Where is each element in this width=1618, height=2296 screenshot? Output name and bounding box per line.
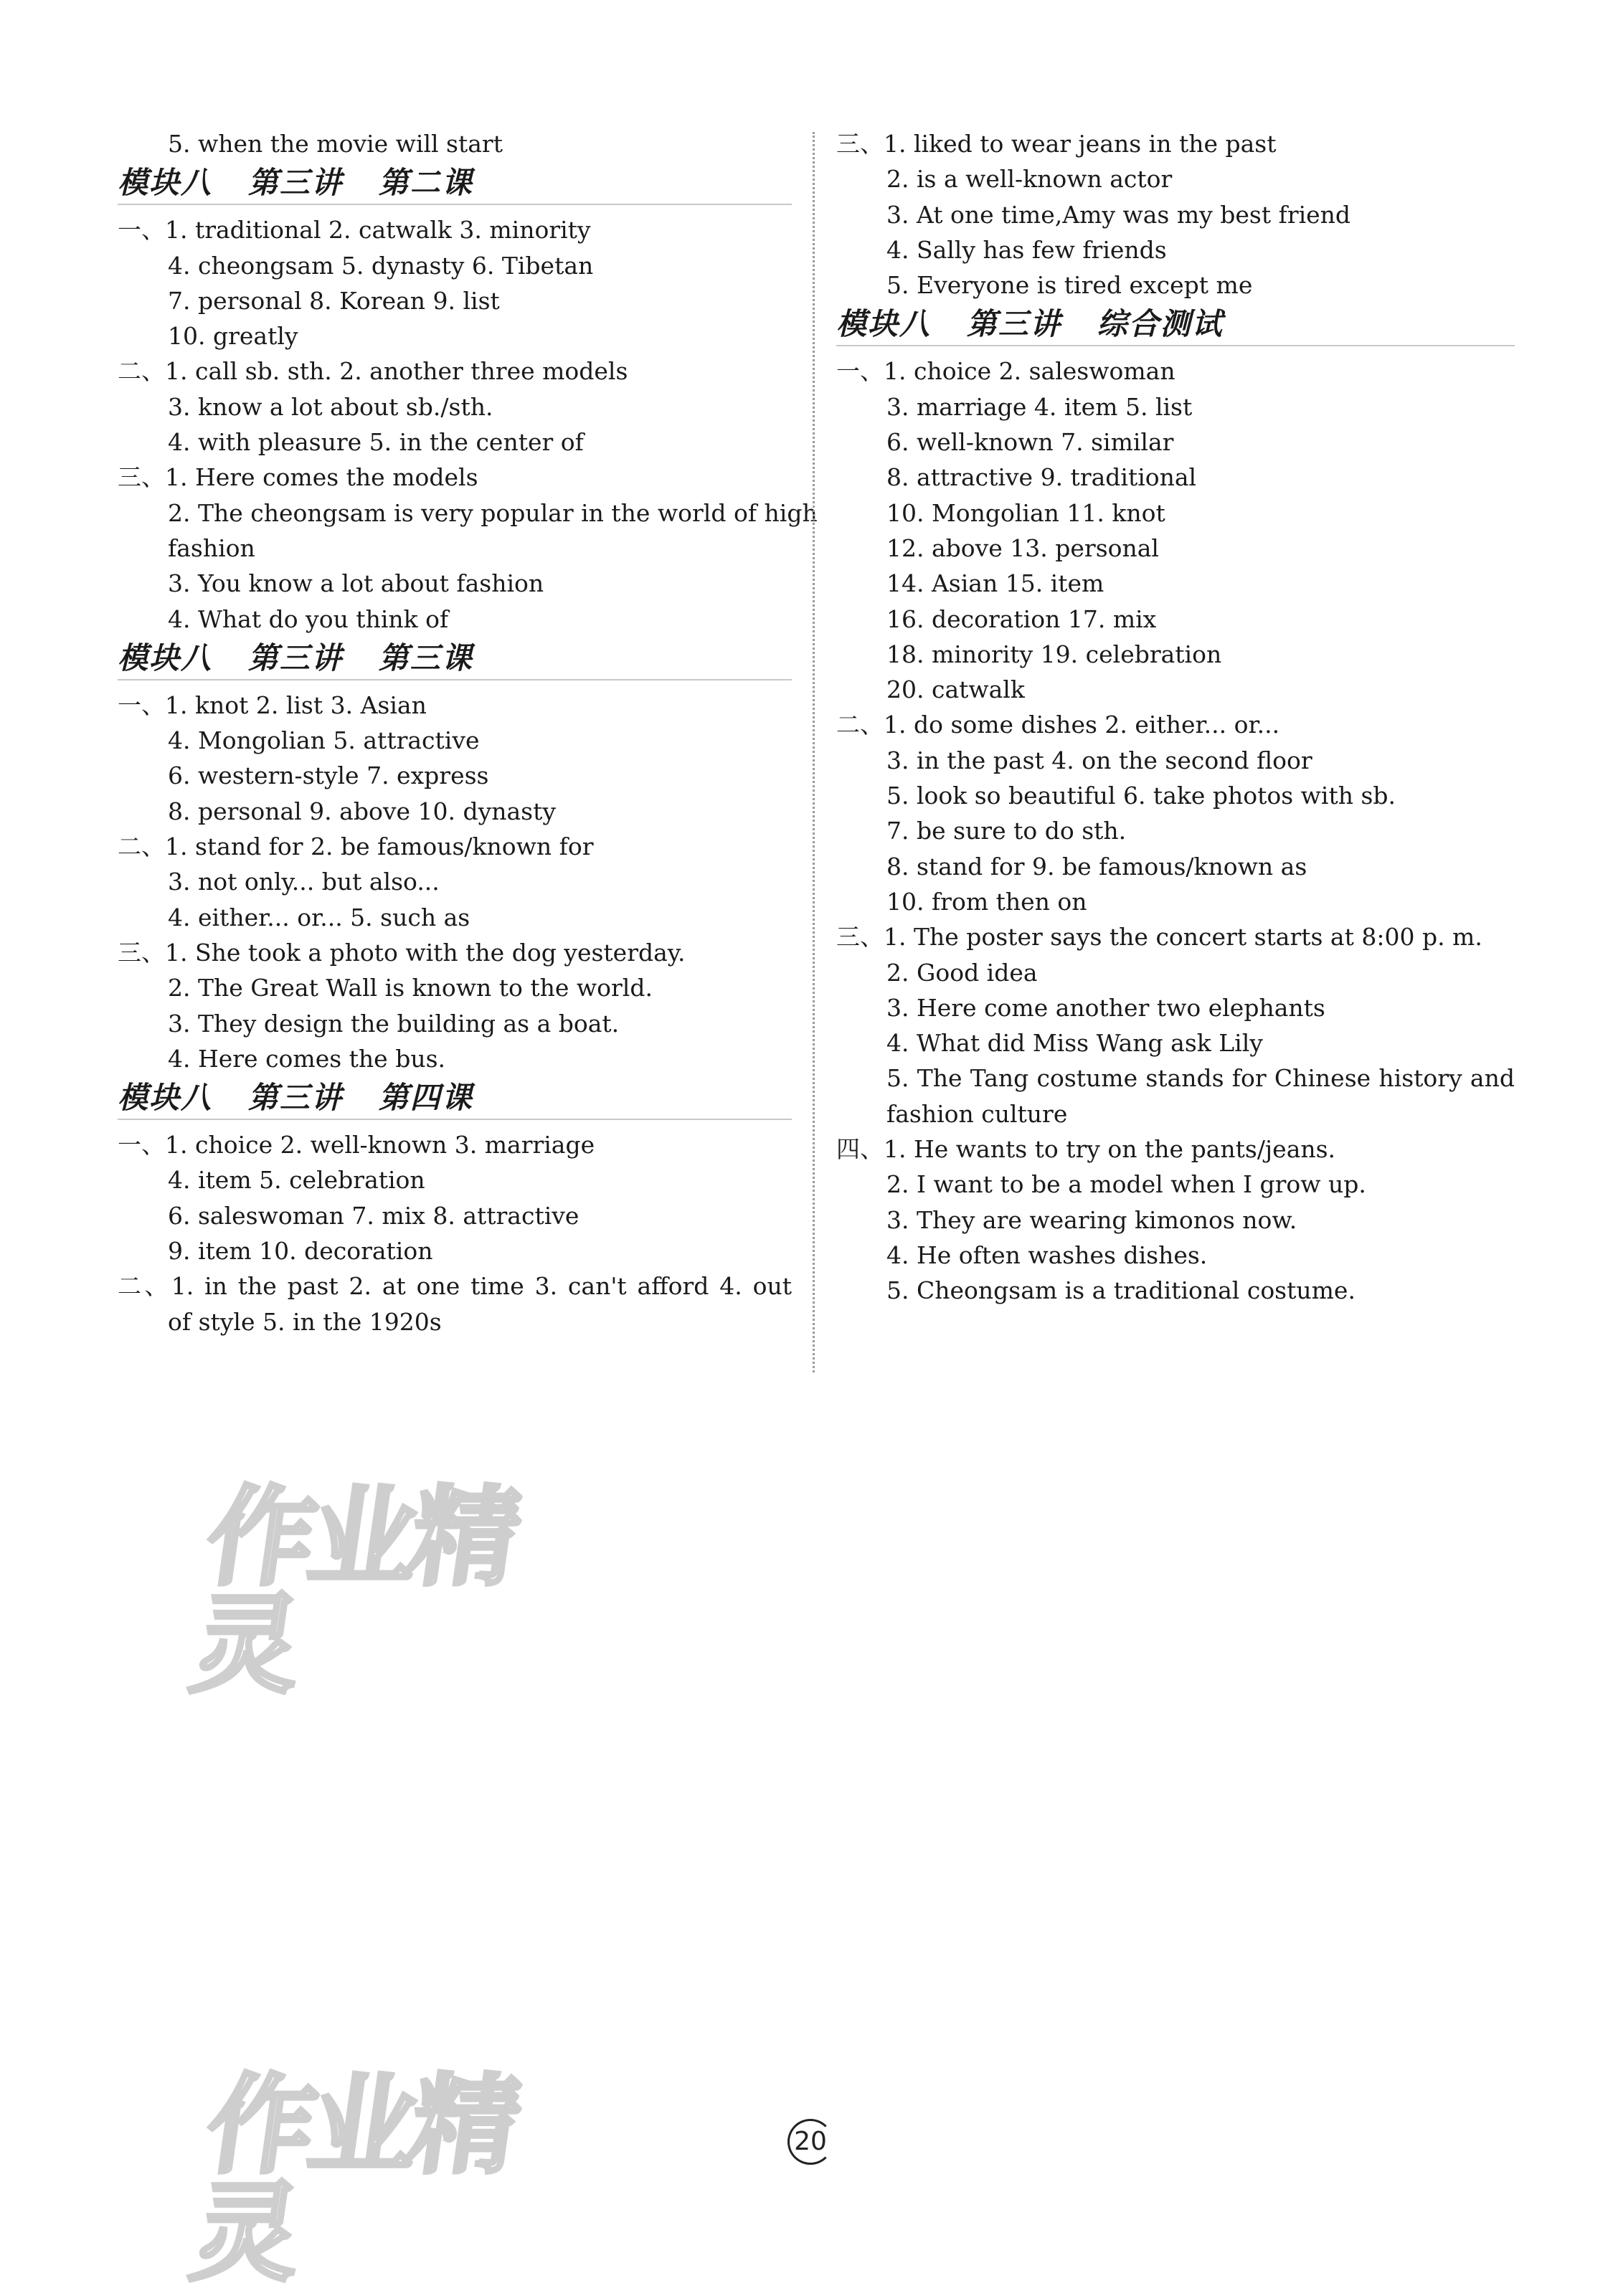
question-group-line: 二、1. stand for 2. be famous/known for [118,832,594,861]
answer-line: 2. is a well-known actor [886,165,1173,194]
answer-line: 3. At one time,Amy was my best friend [886,200,1351,229]
answer-line: 3. know a lot about sb./sth. [168,392,493,421]
answer-line: 5. look so beautiful 6. take photos with sb. [886,782,1396,810]
answer-line: 6. saleswoman 7. mix 8. attractive [168,1201,579,1230]
watermark-lower: 作业精灵 [184,2064,523,2296]
answer-line: 3. They design the building as a boat. [168,1009,620,1038]
answer-line: 4. cheongsam 5. dynasty 6. Tibetan [168,251,594,280]
answer-line: 4. with pleasure 5. in the center of [168,428,584,457]
answer-line: 5. The Tang costume stands for Chinese history and [886,1064,1515,1093]
answer-line: 4. Mongolian 5. attractive [168,726,480,755]
answer-line: 6. well-known 7. similar [886,428,1174,457]
answer-line: 2. The cheongsam is very popular in the world of high [168,498,818,527]
answer-line: 10. greatly [168,322,298,351]
question-group-line: 一、1. choice 2. saleswoman [836,357,1175,386]
question-group-line: 二、1. do some dishes 2. either... or... [836,711,1280,739]
question-group-line: 四、1. He wants to try on the pants/jeans. [836,1135,1336,1164]
answer-line: 3. in the past 4. on the second floor [886,746,1312,774]
answer-line: 2. The Great Wall is known to the world. [168,974,653,1002]
answer-line: 4. Sally has few friends [886,235,1167,264]
answer-line: 3. marriage 4. item 5. list [886,392,1193,421]
answer-line: 10. Mongolian 11. knot [886,498,1165,527]
section-heading: 模块八 第三讲 第四课 [118,1077,792,1120]
answer-line: 7. be sure to do sth. [886,817,1127,845]
question-group-line: 一、1. knot 2. list 3. Asian [118,691,427,719]
column-divider [813,132,815,1372]
answer-line: 6. western-style 7. express [168,762,489,790]
page-number: 20 [787,2119,833,2165]
answer-line: 3. They are wearing kimonos now. [886,1205,1297,1234]
answer-line: 14. Asian 15. item [886,569,1104,598]
question-group-line: 三、1. She took a photo with the dog yesterday. [118,938,686,967]
question-group-line: 一、1. traditional 2. catwalk 3. minority [118,216,591,245]
answer-line: 20. catwalk [886,675,1025,704]
answer-line: of style 5. in the 1920s [168,1307,442,1336]
question-group-line: 三、1. The poster says the concert starts at 8:00 p. m. [836,923,1482,952]
answer-line: 2. Good idea [886,958,1038,987]
answer-line: 3. Here come another two elephants [886,993,1325,1022]
answer-line: fashion culture [886,1099,1068,1128]
answer-line: 7. personal 8. Korean 9. list [168,286,500,315]
answer-line: 16. decoration 17. mix [886,604,1157,633]
section-heading: 模块八 第三讲 第二课 [118,162,792,205]
answer-line: 5. Everyone is tired except me [886,271,1253,300]
answer-line: 9. item 10. decoration [168,1237,433,1266]
answer-line: 18. minority 19. celebration [886,640,1222,668]
question-group-line: 三、1. Here comes the models [118,463,478,492]
answer-line: 4. What did Miss Wang ask Lily [886,1029,1263,1058]
answer-line: 8. attractive 9. traditional [886,463,1197,492]
answer-line: 2. I want to be a model when I grow up. [886,1170,1366,1199]
question-group-line: 三、1. liked to wear jeans in the past [836,130,1277,158]
answer-line: 3. not only... but also... [168,868,440,896]
question-group-line: 二、1. in the past 2. at one time 3. can't afford 4. out [118,1272,792,1301]
answer-column-left [118,126,818,1339]
answer-line: 8. personal 9. above 10. dynasty [168,797,556,825]
question-group-line: 一、1. choice 2. well-known 3. marriage [118,1131,595,1159]
section-heading: 模块八 第三讲 综合测试 [836,303,1515,346]
answer-line: 5. Cheongsam is a traditional costume. [886,1276,1356,1305]
answer-line: 4. either... or... 5. such as [168,903,470,931]
section-heading: 模块八 第三讲 第三课 [118,637,792,680]
answer-column-right [836,126,1515,1309]
answer-line: 4. item 5. celebration [168,1166,425,1195]
answer-line: 8. stand for 9. be famous/known as [886,852,1307,881]
answer-line: 10. from then on [886,887,1087,916]
question-group-line: 二、1. call sb. sth. 2. another three models [118,357,628,386]
answer-line: 3. You know a lot about fashion [168,569,544,598]
answer-line: fashion [168,533,255,562]
answer-line: 5. when the movie will start [168,130,503,158]
answer-line: 12. above 13. personal [886,533,1159,562]
answer-line: 4. He often washes dishes. [886,1240,1208,1269]
answer-line: 4. Here comes the bus. [168,1044,446,1073]
answer-line: 4. What do you think of [168,604,449,633]
watermark-upper: 作业精灵 [184,1476,523,1708]
